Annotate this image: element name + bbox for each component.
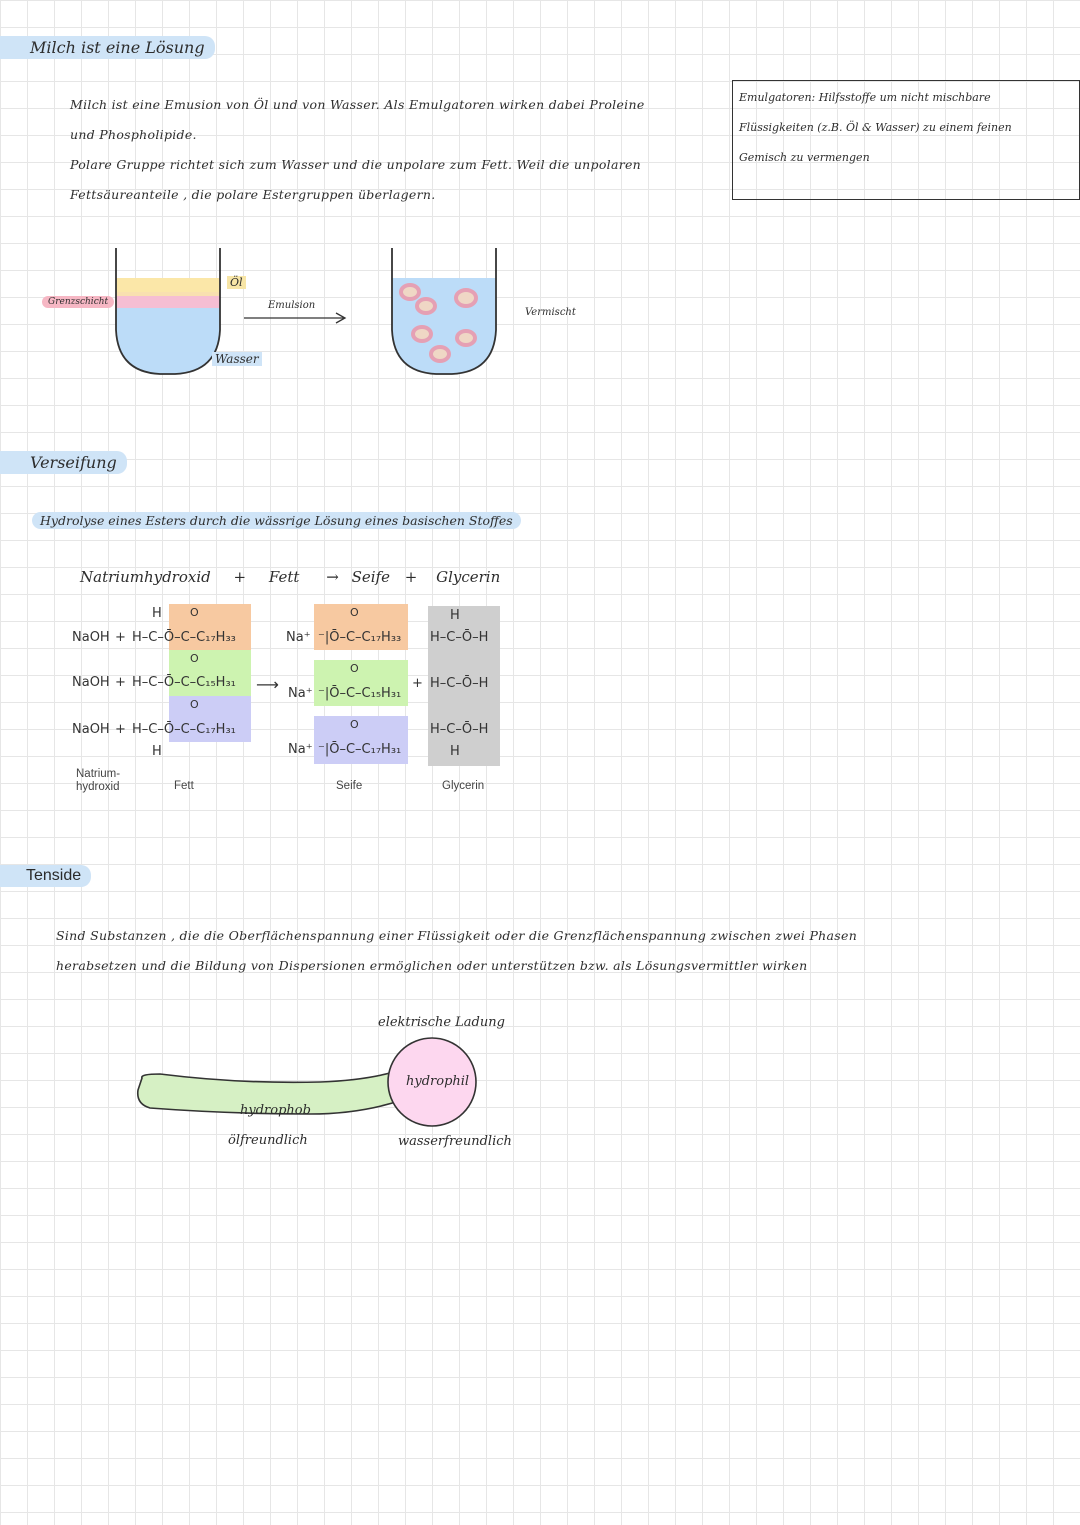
glycerin-row-1: H–C–Ō–H: [430, 630, 489, 645]
section-heading-milch: Milch ist eine Lösung: [0, 36, 215, 59]
plus-sign: +: [115, 630, 126, 645]
soap-o: O: [350, 662, 359, 675]
label-natriumhydroxid: Natrium- hydroxid: [76, 768, 121, 793]
para-line: Milch ist eine Emusion von Öl und von Wasser. Als Emulgatoren wirken dabei Proleine: [70, 97, 645, 112]
glycerin-h-top: H: [450, 608, 460, 623]
glycerin-h-bottom: H: [450, 744, 460, 759]
definition-line: Gemisch zu vermengen: [739, 151, 870, 164]
definition-line: Emulgatoren: Hilfsstoffe um nicht mischbare: [739, 91, 991, 104]
fat-row-3: H–C–Ō–C–C₁₇H₃₁: [132, 722, 236, 737]
eq-fett: Fett: [268, 568, 300, 586]
fat-row-1: H–C–Ō–C–C₁₇H₃₃: [132, 630, 236, 645]
plus-sign: +: [115, 675, 126, 690]
naoh-1: NaOH: [72, 630, 110, 645]
oel-label: Öl: [227, 276, 246, 289]
vermischt-label: Vermischt: [525, 307, 576, 318]
soap-o: O: [350, 718, 359, 731]
soap-row-3: ⁻|Ō–C–C₁₇H₃₁: [318, 742, 402, 757]
reaction-arrow: ⟶: [256, 675, 279, 694]
na-ion-2: Na⁺: [288, 686, 313, 701]
para-line: Fettsäureanteile , die polare Estergruppen überlagern.: [70, 187, 436, 202]
para-line: herabsetzen und die Bildung von Dispersionen ermöglichen oder unterstützen bzw. als Lösungsvermittler wirken: [56, 958, 808, 973]
charge-label: elektrische Ladung: [378, 1015, 505, 1030]
word-equation: [80, 568, 500, 586]
emulsion-label: Emulsion: [268, 300, 316, 311]
fat-chain-orange: [169, 604, 251, 654]
tenside-paragraph: [56, 921, 1066, 981]
definition-box-emulgatoren: [732, 80, 1080, 200]
carbonyl-o: O: [190, 698, 199, 711]
eq-plus: +: [404, 568, 418, 586]
oelfreundlich-label: ölfreundlich: [228, 1133, 308, 1148]
carbonyl-o: O: [190, 606, 199, 619]
fat-row-2: H–C–Ō–C–C₁₅H₃₁: [132, 675, 236, 690]
para-line: und Phospholipide.: [70, 127, 197, 142]
verseifung-scheme: [60, 600, 520, 800]
para-line: Sind Substanzen , die die Oberflächenspannung einer Flüssigkeit oder die Grenzflächenspannung zwischen zwei Phasen: [56, 928, 858, 943]
hydrophob-label: hydrophob: [240, 1103, 311, 1118]
plus-sign: +: [412, 676, 423, 691]
soap-row-2: ⁻|Ō–C–C₁₅H₃₁: [318, 686, 402, 701]
label-glycerin: Glycerin: [442, 780, 485, 792]
na-ion-1: Na⁺: [286, 630, 311, 645]
label-fett: Fett: [174, 780, 194, 792]
section-heading-tenside: Tenside: [0, 865, 91, 887]
section-heading-verseifung: Verseifung: [0, 451, 127, 474]
carbonyl-o: O: [190, 652, 199, 665]
eq-plus: +: [233, 568, 247, 586]
naoh-3: NaOH: [72, 722, 110, 737]
label-seife: Seife: [336, 780, 363, 792]
grenzschicht-label: Grenzschicht: [42, 296, 114, 308]
eq-arrow: →: [326, 568, 339, 586]
eq-natriumhydroxid: Natriumhydroxid: [80, 568, 211, 586]
glycerin-row-3: H–C–Ō–H: [430, 722, 489, 737]
soap-o: O: [350, 606, 359, 619]
para-line: Polare Gruppe richtet sich zum Wasser und die unpolare zum Fett. Weil die unpolaren: [70, 157, 642, 172]
fat-h-top: H: [152, 606, 162, 621]
hydrophil-label: hydrophil: [406, 1074, 470, 1089]
eq-seife: Seife: [351, 568, 390, 586]
soap-row-1: ⁻|Ō–C–C₁₇H₃₃: [318, 630, 402, 645]
wasser-label: Wasser: [212, 352, 262, 366]
wasserfreundlich-label: wasserfreundlich: [398, 1134, 512, 1149]
plus-sign: +: [115, 722, 126, 737]
milch-paragraph: [70, 90, 710, 210]
definition-line: Flüssigkeiten (z.B. Öl & Wasser) zu einem feinen: [739, 121, 1012, 134]
fat-h-bottom: H: [152, 744, 162, 759]
naoh-2: NaOH: [72, 675, 110, 690]
eq-glycerin: Glycerin: [436, 568, 501, 586]
verseifung-definition: Hydrolyse eines Esters durch die wässrige Lösung eines basischen Stoffes: [32, 512, 521, 529]
na-ion-3: Na⁺: [288, 742, 313, 757]
glycerin-row-2: H–C–Ō–H: [430, 676, 489, 691]
